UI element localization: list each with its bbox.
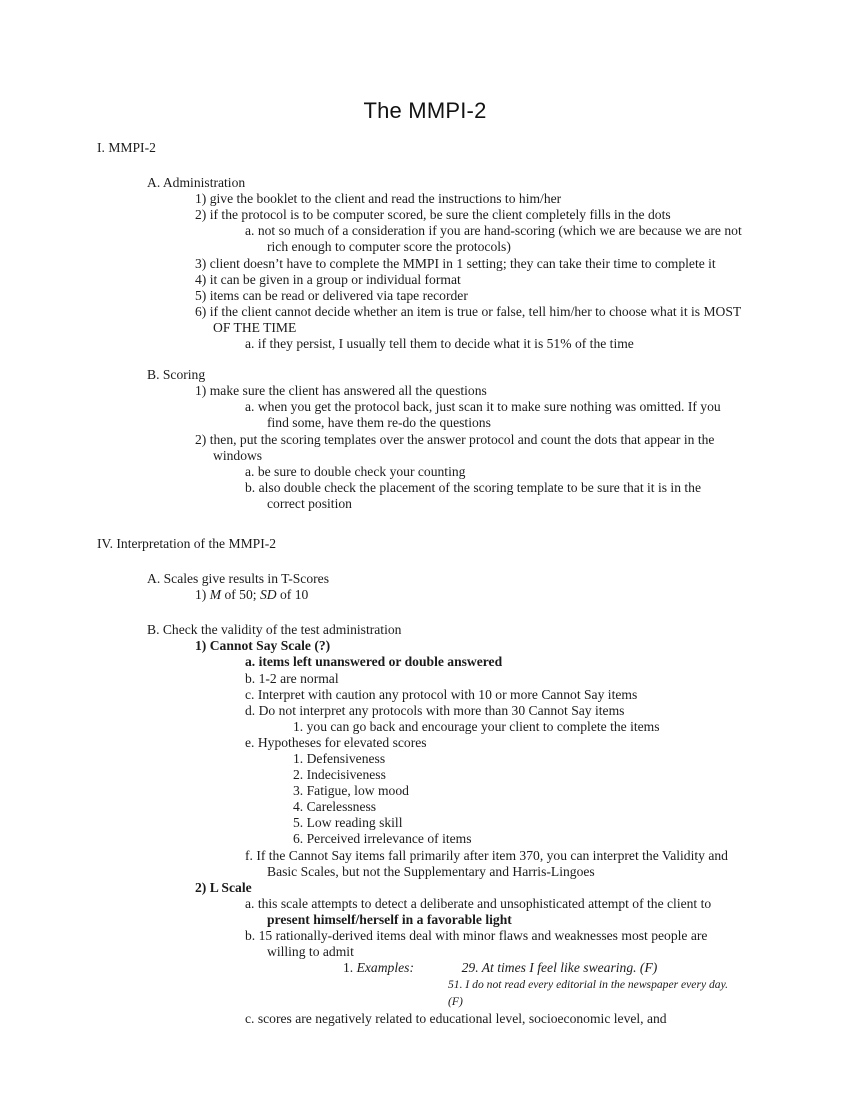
list-item: a. be sure to double check your counting <box>245 463 466 479</box>
subsection-label-t-scores: A. Scales give results in T-Scores <box>147 571 329 587</box>
list-item: b. also double check the placement of the scoring template to be sure that it is in the correct position <box>245 479 702 511</box>
list-item-l-scale: 2) L Scale <box>195 879 252 895</box>
examples-label: Examples: <box>356 960 414 976</box>
list-item <box>195 587 742 603</box>
section-heading-4: IV. Interpretation of the MMPI-2 <box>97 535 277 551</box>
list-item-mid: of 50; <box>221 587 260 603</box>
list-item: 1. you can go back and encourage your client to complete the items <box>293 718 660 734</box>
list-item: 3) client doesn’t have to complete the MMPI in 1 setting; they can take their time to complete it <box>195 255 716 271</box>
examples-number: 1. <box>343 960 357 976</box>
list-item: e. Hypotheses for elevated scores <box>245 734 427 750</box>
list-item: d. Do not interpret any protocols with more than 30 Cannot Say items <box>245 702 625 718</box>
list-item: c. scores are negatively related to educational level, socioeconomic level, and <box>245 1010 667 1026</box>
mean-symbol: M <box>209 587 222 603</box>
list-item: 5) items can be read or delivered via tape recorder <box>195 287 468 303</box>
list-item: 2) if the protocol is to be computer scored, be sure the client completely fills in the dots <box>195 207 671 223</box>
list-item-prefix: 1) <box>195 587 210 603</box>
examples-row <box>343 960 742 976</box>
list-item-suffix: of 10 <box>276 587 309 603</box>
list-item: f. If the Cannot Say items fall primarily after item 370, you can interpret the Validity and Basic Scales, but not the Supplementary and Harris-Lingoes <box>245 847 728 879</box>
spacer <box>97 552 742 571</box>
list-item: 4. Carelessness <box>293 799 377 815</box>
spacer <box>97 512 742 536</box>
list-item: 1) give the booklet to the client and read the instructions to him/her <box>195 191 562 207</box>
list-item: 1) make sure the client has answered all the questions <box>195 383 487 399</box>
sd-symbol: SD <box>259 587 277 603</box>
list-item: 4) it can be given in a group or individual format <box>195 271 461 287</box>
list-item: 2. Indecisiveness <box>293 767 386 783</box>
list-item <box>245 896 742 928</box>
list-item: 3. Fatigue, low mood <box>293 783 409 799</box>
spacer <box>97 352 742 367</box>
list-item-cannot-say-scale: 1) Cannot Say Scale (?) <box>195 638 331 654</box>
subsection-label-scoring: B. Scoring <box>147 367 206 383</box>
list-item: a. items left unanswered or double answered <box>245 654 503 670</box>
list-item: a. if they persist, I usually tell them to decide what it is 51% of the time <box>245 336 634 352</box>
list-item-text: a. this scale attempts to detect a deliberate and unsophisticated attempt of the client to <box>245 895 712 911</box>
list-item: b. 1-2 are normal <box>245 670 339 686</box>
list-item: 6. Perceived irrelevance of items <box>293 831 472 847</box>
subsection-label-validity: B. Check the validity of the test administration <box>147 622 402 638</box>
list-item: a. not so much of a consideration if you are hand-scoring (which we are because we are not rich enough to computer score the protocols) <box>245 223 742 255</box>
example-item-29: 29. At times I feel like swearing. (F) <box>461 960 658 976</box>
subsection-label-administration: A. Administration <box>147 175 246 191</box>
list-item-emphasis: present himself/herself in a favorable light <box>267 911 512 927</box>
list-item: b. 15 rationally-derived items deal with minor flaws and weaknesses most people are willing to admit <box>245 928 708 960</box>
list-item: c. Interpret with caution any protocol with 10 or more Cannot Say items <box>245 686 638 702</box>
spacer <box>97 603 742 622</box>
document-body <box>97 140 742 1027</box>
examples-row-2 <box>448 976 742 1010</box>
spacer <box>97 156 742 175</box>
section-heading-1: I. MMPI-2 <box>97 140 156 155</box>
example-item-51: 51. I do not read every editorial in the newspaper every day. (F) <box>448 978 729 1009</box>
list-item: 1. Defensiveness <box>293 751 386 766</box>
list-item: 6) if the client cannot decide whether an item is true or false, tell him/her to choose what it is MOST OF THE TIME <box>195 303 741 335</box>
list-item: a. when you get the protocol back, just scan it to make sure nothing was omitted. If you find some, have them re-do the questions <box>245 399 721 431</box>
list-item: 5. Low reading skill <box>293 815 403 831</box>
list-item: 2) then, put the scoring templates over the answer protocol and count the dots that appear in the windows <box>195 431 715 463</box>
page-title: The MMPI-2 <box>363 98 487 123</box>
